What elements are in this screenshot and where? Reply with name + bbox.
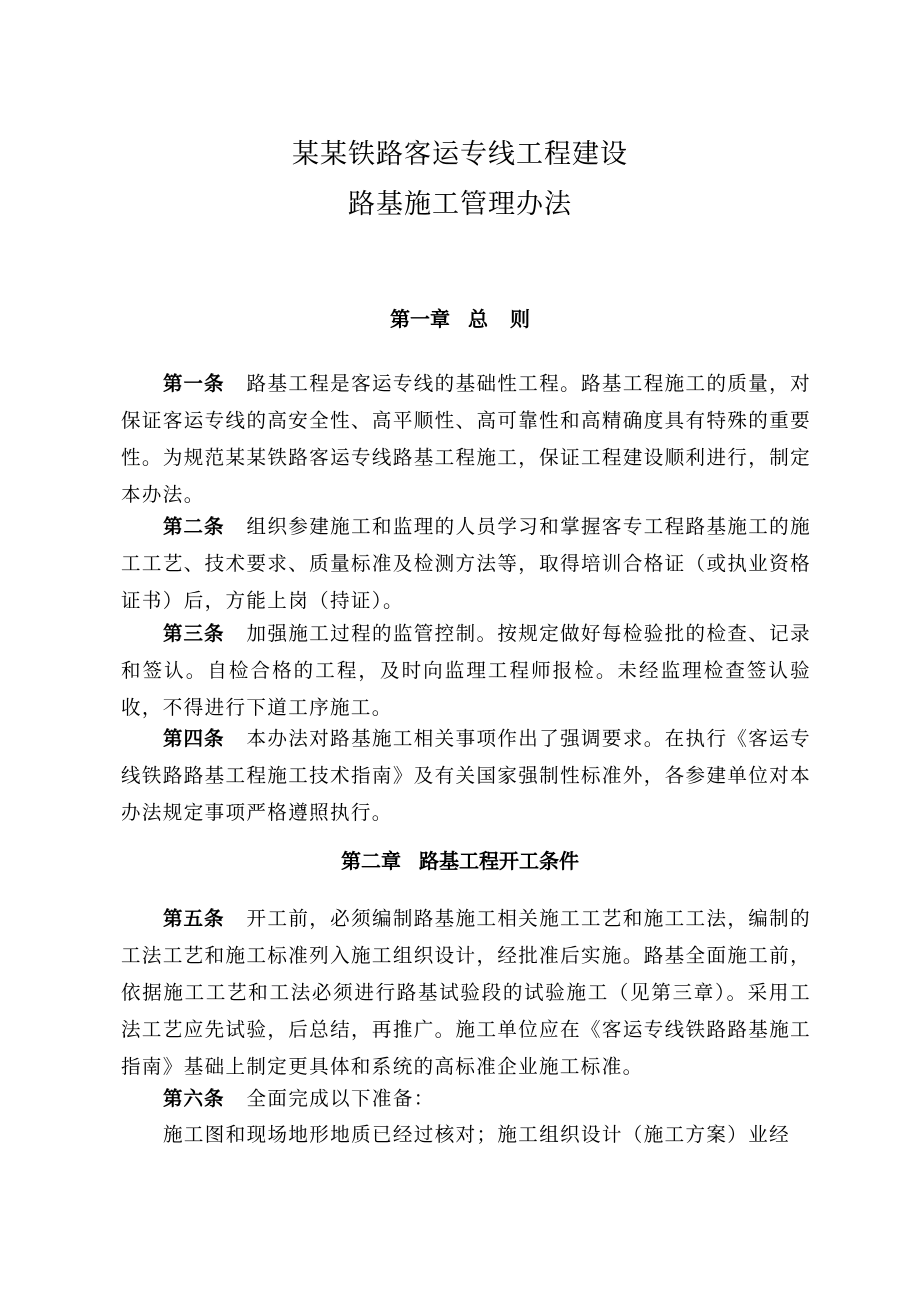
chapter-2-number: 第二章 [341,849,401,873]
chapter-1-heading [0,305,920,333]
article-1 [121,365,811,513]
article-4 [121,720,811,831]
document-title-line1: 某某铁路客运专线工程建设 [292,139,628,170]
continuation-text: 施工图和现场地形地质已经过核对；施工组织设计（施工方案）业经 [163,1123,791,1146]
article-3 [121,615,811,726]
article-4-text: 本办法对路基施工相关事项作出了强调要求。在执行《客运专线铁路路基工程施工技术指南》及有关国家强制性标准外，各参建单位对本办法规定事项严格遵照执行。 [121,727,811,824]
chapter-2-heading [0,847,920,875]
article-4-label: 第四条 [163,727,225,750]
article-5-text: 开工前，必须编制路基施工相关施工工艺和施工工法，编制的工法工艺和施工标准列入施工组织设计，经批准后实施。路基全面施工前，依据施工工艺和工法必须进行路基试验段的试验施工（见第三章）。采用工法工艺应先试验，后总结，再推广。施工单位应在《客运专线铁路路基施工指南》基础上制定更具体和系统的高标准企业施工标准。 [121,907,811,1078]
article-6-continuation [121,1116,811,1153]
article-5 [121,900,811,1085]
article-6-label: 第六条 [163,1087,225,1110]
article-2 [121,508,811,619]
article-3-label: 第三条 [163,622,225,645]
article-2-label: 第二条 [163,515,225,538]
article-1-label: 第一条 [163,372,225,395]
chapter-2-title: 路基工程开工条件 [419,849,579,873]
article-5-label: 第五条 [163,907,225,930]
article-6-text: 全面完成以下准备： [246,1087,435,1110]
chapter-1-title-a: 总 [468,307,488,331]
document-title-line2: 路基施工管理办法 [348,189,572,220]
article-1-text: 路基工程是客运专线的基础性工程。路基工程施工的质量，对保证客运专线的高安全性、高平顺性、高可靠性和高精确度具有特殊的重要性。为规范某某铁路客运专线路基工程施工，保证工程建设顺利进行，制定本办法。 [121,372,811,506]
article-6 [121,1080,811,1117]
chapter-1-number: 第一章 [390,307,450,331]
article-3-text: 加强施工过程的监管控制。按规定做好每检验批的检查、记录和签认。自检合格的工程，及时向监理工程师报检。未经监理检查签认验收，不得进行下道工序施工。 [121,622,811,719]
chapter-1-title-b: 则 [510,307,530,331]
article-2-text: 组织参建施工和监理的人员学习和掌握客专工程路基施工的施工工艺、技术要求、质量标准及检测方法等，取得培训合格证（或执业资格证书）后，方能上岗（持证）。 [121,515,811,612]
